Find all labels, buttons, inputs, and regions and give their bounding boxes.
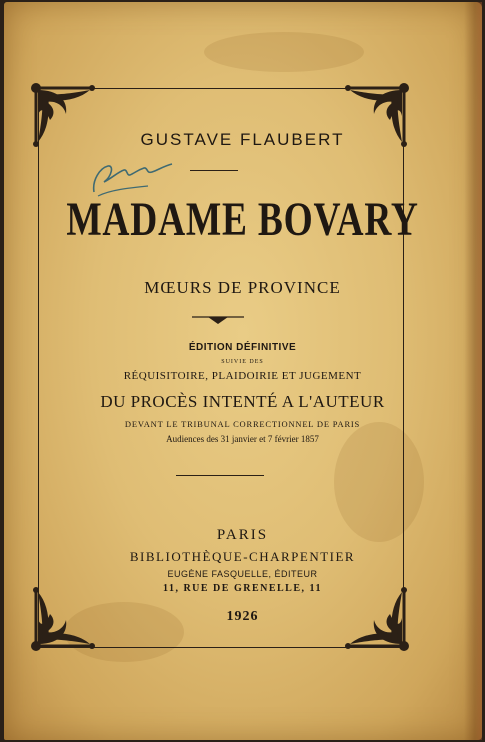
book-title: MADAME BOVARY	[66, 193, 419, 246]
audiences-line: Audiences des 31 janvier et 7 février 1857	[166, 434, 319, 444]
requisitoire-line: RÉQUISITOIRE, PLAIDOIRIE ET JUGEMENT	[123, 370, 362, 382]
book-subtitle: MŒURS DE PROVINCE	[144, 278, 341, 297]
paper-stain	[204, 32, 364, 72]
publisher-address: 11, RUE DE GRENELLE, 11	[163, 583, 322, 594]
edition-label: ÉDITION DÉFINITIVE	[188, 342, 297, 353]
publisher-name: BIBLIOTHÈQUE-CHARPENTIER	[129, 549, 356, 564]
publication-year: 1926	[226, 609, 259, 624]
fleuron-divider	[190, 313, 246, 325]
divider	[190, 170, 238, 171]
divider	[176, 475, 264, 476]
proces-line: DU PROCÈS INTENTÉ A L'AUTEUR	[100, 392, 385, 411]
city-label: PARIS	[216, 527, 269, 543]
tribunal-line: DEVANT LE TRIBUNAL CORRECTIONNEL DE PARIS	[124, 419, 361, 429]
editor-name: EUGÈNE FASQUELLE, ÉDITEUR	[167, 569, 318, 579]
author-name: GUSTAVE FLAUBERT	[140, 130, 345, 149]
suivie-label: SUIVIE DES	[221, 359, 264, 365]
